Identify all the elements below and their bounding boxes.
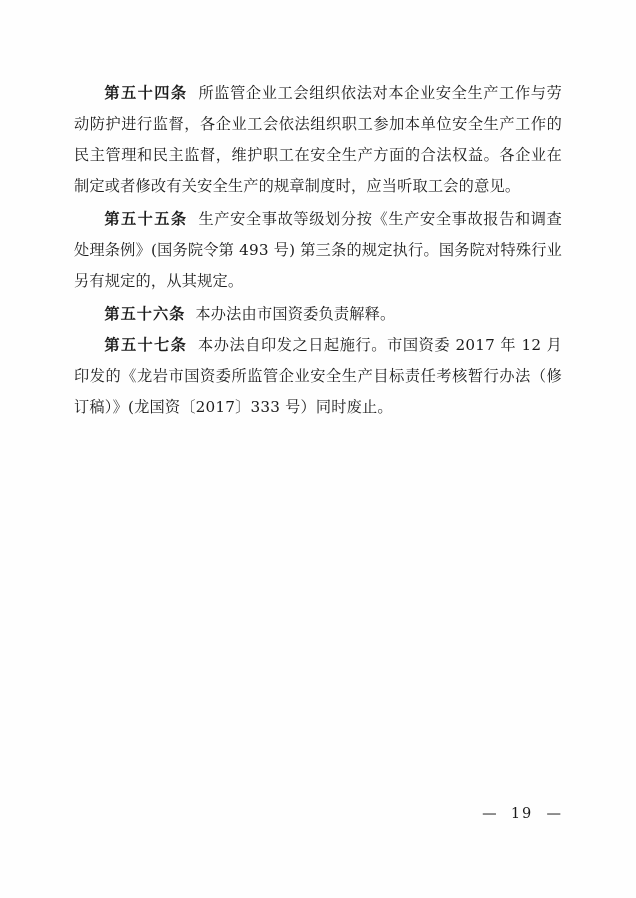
article-paragraph (74, 299, 562, 330)
article-text: 本办法自印发之日起施行。市国资委 2017 年 12 月印发的《龙岩市国资委所监管企业安全生产目标责任考核暂行办法（修订稿）》(龙国资〔2017〕333 号）同时废止。 (74, 336, 563, 416)
article-paragraph (74, 78, 562, 202)
article-text: 所监管企业工会组织依法对本企业安全生产工作与劳动防护进行监督，各企业工会依法组织职工参加本单位安全生产工作的民主管理和民主监督，维护职工在安全生产方面的合法权益。各企业在制定或者修改有关安全生产的规章制度时，应当听取工会的意见。 (74, 84, 562, 195)
article-text: 生产安全事故等级划分按《生产安全事故报告和调查处理条例》(国务院令第 493 号) 第三条的规定执行。国务院对特殊行业另有规定的，从其规定。 (74, 210, 562, 290)
page-footer (0, 806, 562, 822)
footer-dash-left: — (482, 806, 498, 822)
article-number: 第五十七条 (104, 336, 188, 354)
article-number: 第五十五条 (104, 210, 188, 228)
article-paragraph (74, 204, 562, 297)
article-paragraph (74, 330, 562, 423)
page-number: 19 (510, 806, 534, 822)
footer-dash-right: — (546, 806, 562, 822)
article-number: 第五十四条 (104, 84, 188, 102)
article-text: 本办法由市国资委负责解释。 (195, 305, 396, 323)
article-number: 第五十六条 (104, 305, 186, 323)
document-body (74, 78, 562, 425)
